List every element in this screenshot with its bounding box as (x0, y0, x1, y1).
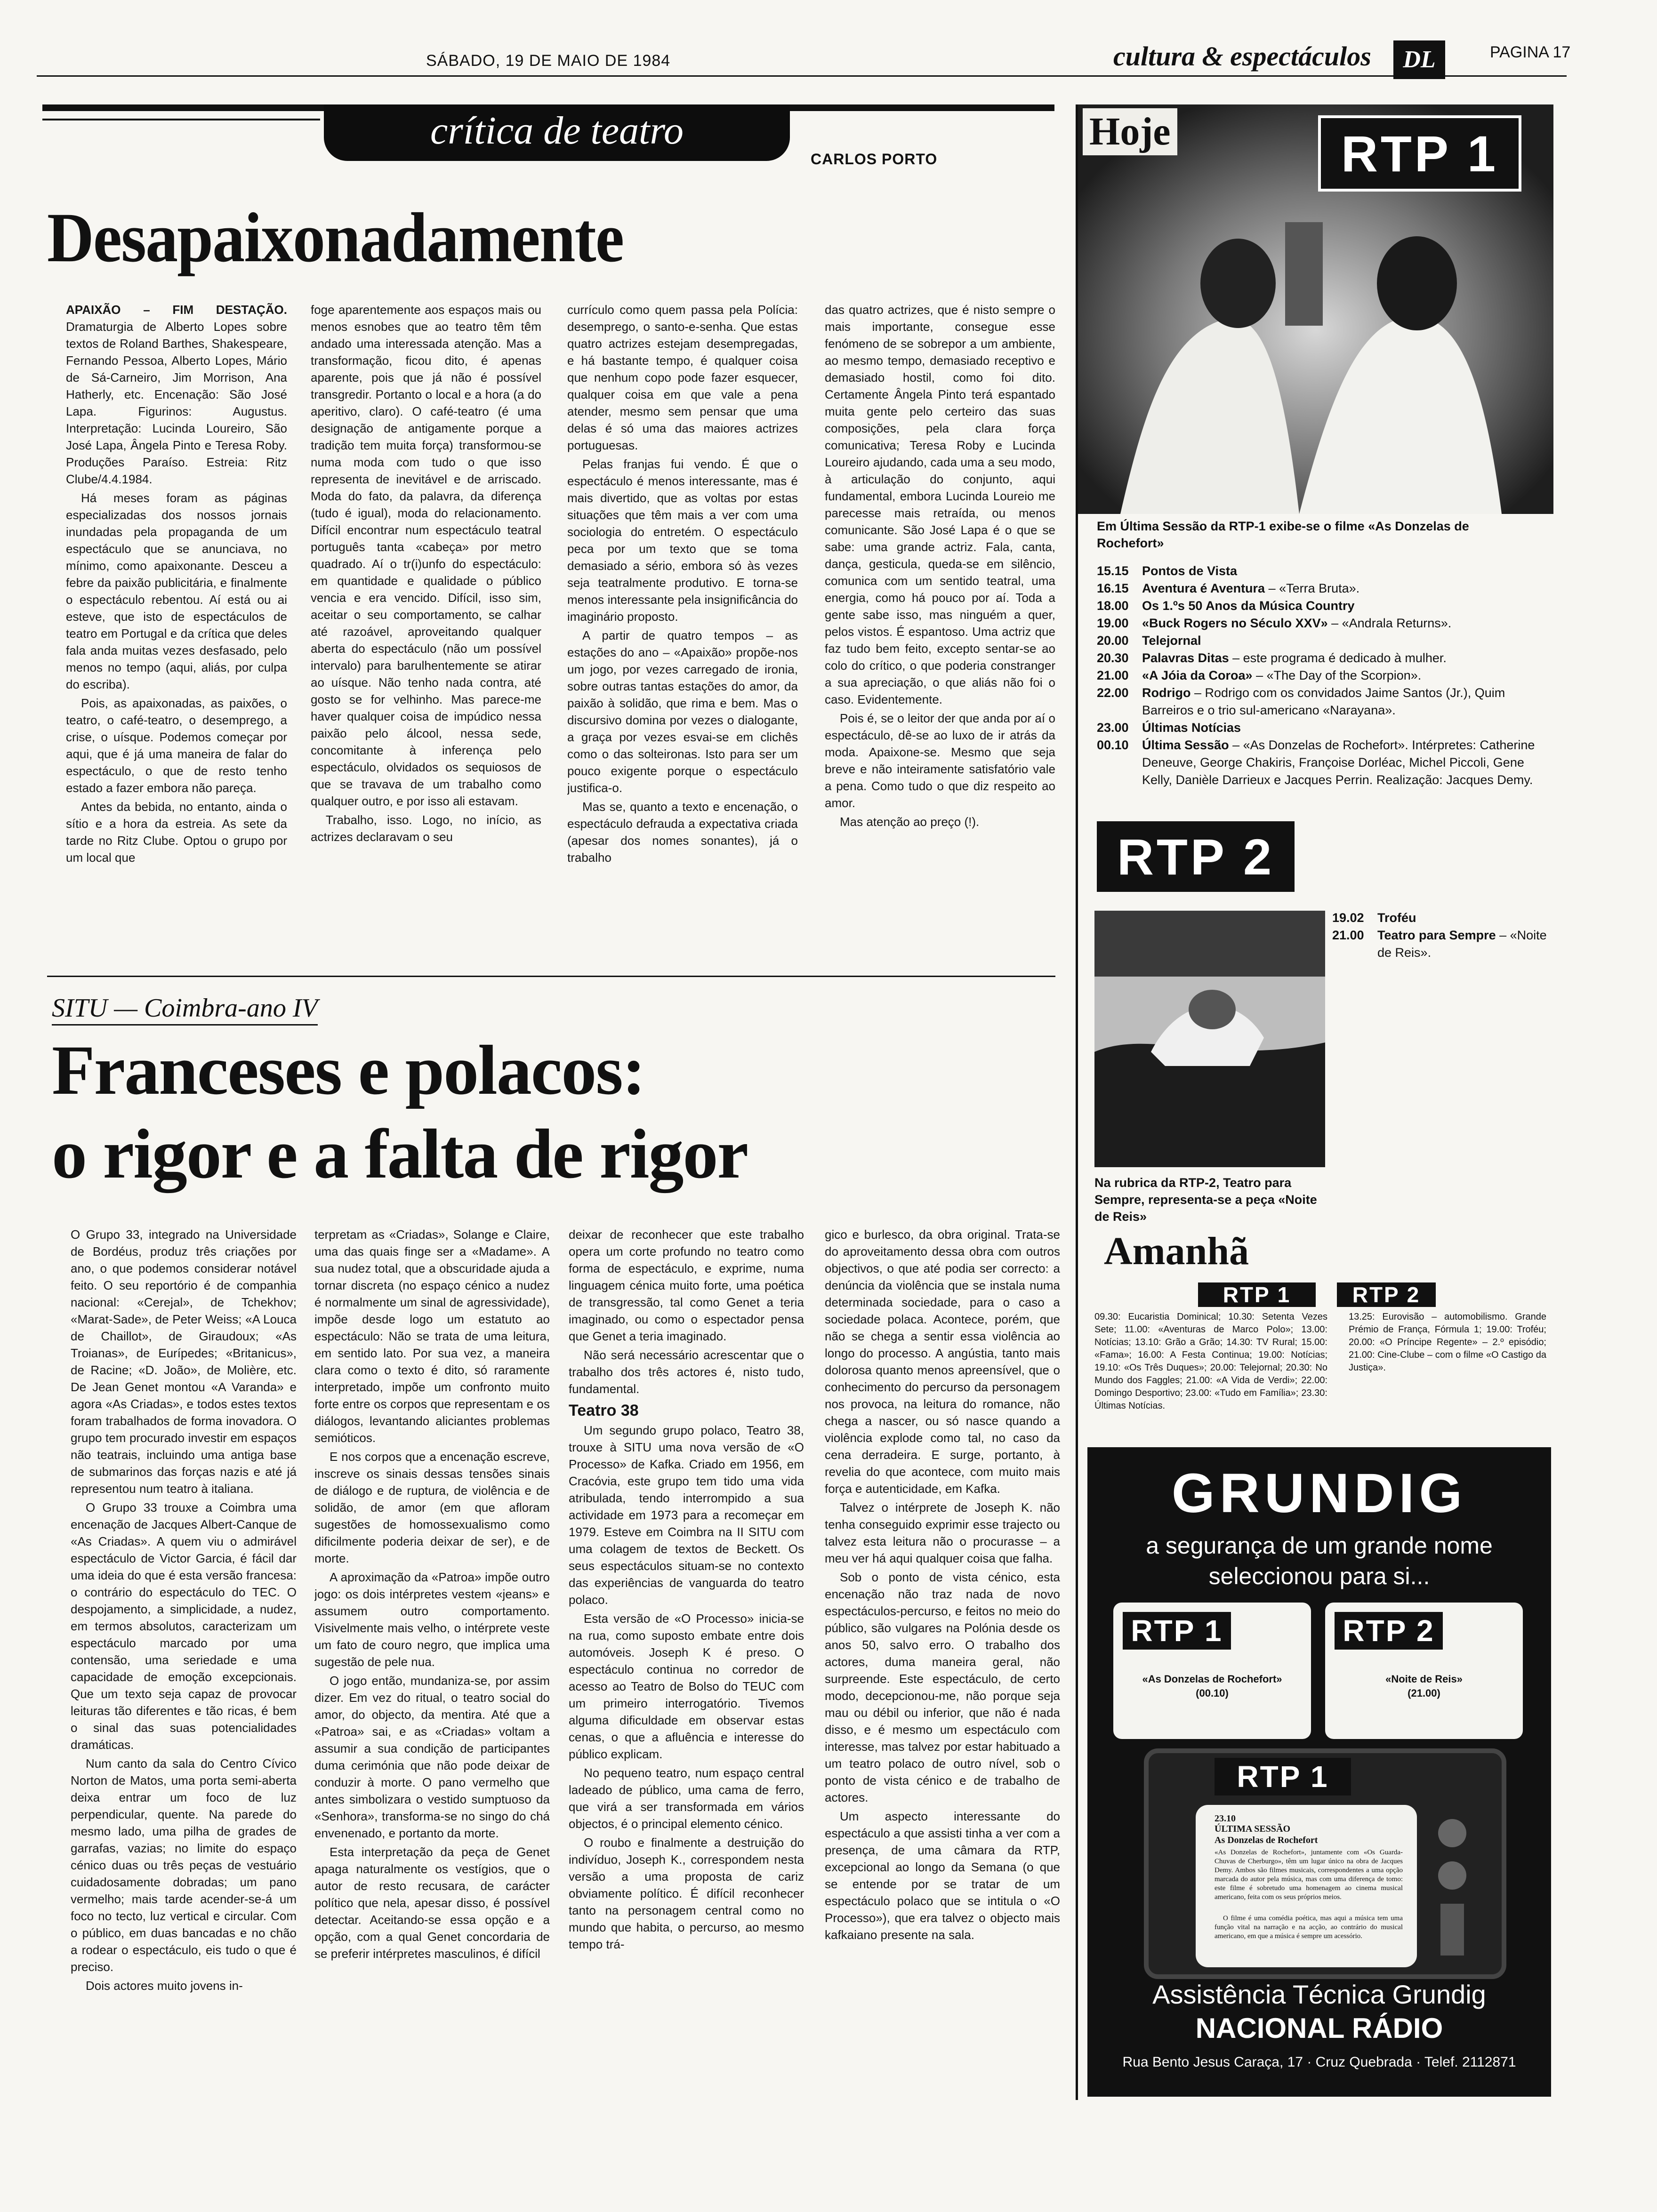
situ-paragraph: Um aspecto interessante do espectáculo a que assisti tinha a ver com a presença, de uma câmara da RTP, excepcional ao longo da Semana (o que se entende por se tratar de um espectáculo polaco que se intitula o «O Processo»), que era talvez o objecto mais kafkaiano presente na sala. (825, 1809, 1060, 1942)
critica-column-2 (311, 301, 541, 962)
critica-paragraph: Mas atenção ao preço (!). (840, 815, 980, 829)
critica-paragraph: A partir de quatro tempos – as estações do ano – «Apaixão» propõe-nos um jogo, por vezes carregado de ironia, sobre outras tantas estações do amor, da paixão à solidão, que rima e bem. Mas o discursivo domina por vezes o dialogante, a graça por vezes esvai-se em clichês como o das solteironas. Isto para ser um pouco exigente porque o espectáculo justifica-o. (567, 628, 798, 795)
schedule-row: 15.15 Pontos de Vista (1097, 564, 1238, 578)
newspaper-logo: DL (1393, 40, 1445, 79)
situ-paragraph: Um segundo grupo polaco, Teatro 38, trouxe à SITU uma nova versão de «O Processo» de Kafka. Criado em 1956, em Cracóvia, este grupo tem tido uma vida atribulada, tendo interrompido a sua actividade em 1973 para a recomeçar em 1979. Esteve em Coimbra na II SITU com uma colagem de textos de Beckett. Os seus espectáculos situam-se no contexto das experiências de vanguarda do teatro polaco. (569, 1423, 804, 1607)
situ-paragraph: terpretam as «Criadas», Solange e Claire, uma das quais finge ser a «Madame». A sua nudez total, que a obscuridade ajuda a tornar discreta (no espaço cénico a nudez é normalmente um sinal de agressividade), impõe desde logo um estatuto ao espectáculo: Não se trata de uma leitura, em sentido lato. Por sua vez, a maneira clara como o texto é dito, só raramente interpretado, impõe um confronto muito forte entre os corpos que representam e os diálogos, levantando aliciantes problemas semióticos. (314, 1227, 550, 1445)
rtp2-logo: RTP 2 (1097, 821, 1295, 892)
rtp1-schedule (1097, 562, 1553, 789)
critica-lead-text: Dramaturgia de Alberto Lopes sobre textos de Roland Barthes, Shakespeare, Fernando Pessoa, Alberto Lopes, Mário de Sá-Carneiro, Jim Morrison, Ana Hatherly, etc. Encenação: São José Lapa. Figurinos: Augustus. Interpretação: Lucinda Loureiro, São José Lapa, Ângela Pinto e Teresa Roby. Produções Paraíso. Estreia: Ritz Clube/4.4.1984. (66, 320, 287, 486)
situ-paragraph: O jogo então, mundaniza-se, por assim dizer. Em vez do ritual, o teatro social do amor, do objecto, da mentira. Até que a «Patroa» sai, e as «Criadas» voltam a assumir a sua condição de participantes duma cerimónia que não pode deixar de conduzir à morte. O pano vermelho que antes simbolizara o vestido sumptuoso da «Senhora», transforma-se no singo do chá envenenado, e portanto da morte. (314, 1674, 550, 1840)
play-still-graphic (1094, 911, 1325, 1167)
rtp2-schedule (1332, 909, 1549, 962)
section-divider (47, 976, 1055, 977)
schedule-row: 19.02 Troféu (1332, 911, 1416, 925)
schedule-row: 00.10 Última Sessão – «As Donzelas de Rochefort». Intérpretes: Catherine Deneuve, George Chakiris, Françoise Dorléac, Michel Piccoli, Gene Kelly, Danièle Darrieux e Jacques Perrin. Realização: Jacques Demy. (1097, 738, 1535, 787)
situ-paragraph: Talvez o intérprete de Joseph K. não tenha conseguido exprimir esse trajecto ou talvez esta leitura não o procurasse – a meu ver há aqui qualquer coisa que falha. (825, 1500, 1060, 1565)
critica-paragraph: Pelas franjas fui vendo. É que o espectáculo é menos interessante, mas é mais divertido, que as voltas por estas situações que têm mais a ver com uma sociologia do entretém. O espectáculo peca por um texto que se toma demasiado a sério, embora só às vezes seja teatralmente produtivo. E torna-se menos interessante pela insignificância do imaginário proposto. (567, 457, 798, 624)
ad-tv-text-2: O filme é uma comédia poética, mas aqui a música tem uma função vital na narração e na acção, ao contrário do musical americano, em que a música é sempre um acessório. (1215, 1915, 1403, 1940)
critica-paragraph: Pois, as apaixonadas, as paixões, o teatro, o café-teatro, o desemprego, a crise, o uísque. Podemos começar por aqui, que é já uma maneira de falar do espectáculo, o que de resto tenho estado a fazer embora não pareça. (66, 696, 287, 795)
ad-rtp1-time: (00.10) (1196, 1687, 1229, 1699)
situ-column-1 (71, 1226, 297, 2106)
situ-paragraph: Dois actores muito jovens in- (86, 1979, 243, 1993)
schedule-row: 16.15 Aventura é Aventura – «Terra Bruta». (1097, 581, 1360, 595)
amanha-rtp1-schedule: 09.30: Eucaristia Dominical; 10.30: Setenta Vezes Sete; 11.00: «Aventuras de Marco Polo»; 13.00: Notícias; 13.10: Grão a Grão; 14.30: TV Rural; 15.00: «Fama»; 16.00: A Festa Continua; 19.00: Notícias; 19.10: «Os Três Duques»; 20.00: Telejornal; 20.30: No Mundo dos Faggles; 21.00: «A Vida de Verdi»; 22.00: Domingo Desportivo; 23.00: «Tudo em Família»; 23.30: Últimas Notícias. (1094, 1312, 1327, 1411)
ad-tv-screen (1196, 1805, 1417, 1967)
tv-hoje-title: Hoje (1083, 108, 1177, 155)
critica-author: CARLOS PORTO (811, 151, 938, 168)
situ-paragraph: Esta versão de «O Processo» inicia-se na rua, como suposto embate entre dois automóveis. Joseph K é preso. O espectáculo continua no corredor de acesso ao Teatro de Bolso do TEUC com um primeiro interrogatório. Tivemos alguma dificuldade em observar estas cenas, o que a afluência e interesse do público explicam. (569, 1611, 804, 1761)
schedule-row: 23.00 Últimas Notícias (1097, 721, 1241, 735)
section-title: cultura & espectáculos (1113, 41, 1371, 72)
rtp2-play-photo (1094, 911, 1325, 1167)
critica-lead-title: APAIXÃO – FIM DESTAÇÃO. (66, 303, 287, 317)
situ-paragraph: Sob o ponto de vista cénico, esta encenação não traz nada de novo espectáculos-percurso, e feitos no meio do público, são vulgares na Polónia desde os anos 50, salvo erro. O trabalho dos actores, duma maneira geral, não surpreende. Este espectáculo, de certo modo, decepcionou-me, não porque seja mau ou débil ou inferior, que não é nada disso, e é mesmo um espectáculo com interesse, mas talvez por estar habituado a um teatro polaco de outro nível, sob o ponto de vista cénico e de trabalho de actores. (825, 1570, 1060, 1804)
rtp1-photo-caption: Em Última Sessão da RTP-1 exibe-se o filme «As Donzelas de Rochefort» (1097, 519, 1469, 550)
ad-rtp2-film: «Noite de Reis» (1385, 1673, 1463, 1685)
situ-paragraph: O roubo e finalmente a destruição do indivíduo, Joseph K., correspondem nesta versão a uma proposta de cariz obviamente político. É difícil reconhecer tanto na personagem central como no mundo que habita, o percurso, ao mesmo tempo trá- (569, 1835, 804, 1951)
header-rule (37, 75, 1567, 77)
banner-rule-thin (42, 119, 320, 120)
ad-tv-text-1: «As Donzelas de Rochefort», juntamente com «Os Guarda-Chuvas de Cherburgo», têm um lugar único na obra de Jacques Demy. Ambos são filmes musicais, correspondentes a uma opção marcada do autor pela música, mas com uma diferença de tomo: este filme é sobretudo uma homenagem ao cinema musical americano, feita com os seus próprios meios. (1215, 1849, 1403, 1901)
grundig-slogan-1: a segurança de um grande nome (1146, 1532, 1493, 1559)
ad-tv-session: ÚLTIMA SESSÃO (1215, 1824, 1290, 1834)
critica-paragraph: currículo como quem passa pela Polícia: desemprego, o santo-e-senha. Que estas quatro actrizes estejam desempregadas, e há bastante tempo, é qualquer coisa que nenhum copo pode fazer esquecer, qualquer coisa em que vale a pena atender, mesmo sem pensar que uma delas é só uma das maiores actrizes portuguesas. (567, 303, 798, 452)
situ-paragraph: O Grupo 33 trouxe a Coimbra uma encenação de Jacques Albert-Canque de «As Criadas». A quem viu o admirável espectáculo de Victor Garcia, é fácil dar uma ideia do que é esta versão francesa: o contrário do espectáculo do TEC. O despojamento, a simplicidade, a nudez, em termos absolutos, caracterizam um espectáculo marcado por uma contensão, uma seriedade e uma capacidade de emoção excepcionais. Que um texto seja capaz de provocar leituras tão diferentes e tão ricas, é bem o sinal das suas potencialidades dramáticas. (71, 1500, 297, 1752)
critica-paragraph: Trabalho, isso. Logo, no início, as actrizes declaravam o seu (311, 813, 541, 844)
situ-paragraph: gico e burlesco, da obra original. Trata-se do aproveitamento dessa obra com outros objectivos, o que até podia ser correcto: a denúncia da violência que se instala numa determinada sociedade, para o caso a sociedade polaca. Acontece, porém, que não se chega a sentir essa violência ao longo do processo. A angústia, tanto mais dolorosa quanto menos apreensível, que o conhecimento do percurso da personagem nos provoca, na leitura do romance, não chega a nascer, ou só nasce quando a violência explode como tal, no caso da cena derradeira. E surge, portanto, à revelia do que acontece, com muito mais força e autenticidade, em Kafka. (825, 1227, 1060, 1496)
amanha-rtp2-logo: RTP 2 (1337, 1282, 1436, 1307)
ad-tv-set (1144, 1748, 1506, 1979)
critica-paragraph: Antes da bebida, no entanto, ainda o sítio e a hora da estreia. As sete da tarde no Ritz Clube. Optou o grupo por um local que (66, 800, 287, 865)
situ-headline-line-2: o rigor e a falta de rigor (52, 1115, 748, 1193)
critica-paragraph: Há meses foram as páginas especializadas dos nossos jornais inundadas pela propaganda de um espectáculo que se anunciava, no mínimo, como apaixonante. Desceu a febre da paixão publicitária, e finalmente o espectáculo rebentou. Aí está ou ai esteve, que isto de espectáculos de teatro em Portugal e da crítica que deles fala anda muitas vezes desfasado, pelo menos no tempo (aqui, aliás, por culpa do escriba). (66, 491, 287, 691)
rtp1-logo: RTP 1 (1318, 115, 1521, 192)
situ-paragraph: E nos corpos que a encenação escreve, inscreve os sinais dessas tensões sinais de diálogo e de ruptura, de violência e de solidão, de amor (em que afloram sugestões de homossexualismo como dificilmente poderia deixar de ser), e de morte. (314, 1450, 550, 1565)
situ-subheading: Teatro 38 (569, 1402, 639, 1419)
ad-rtp2-logo: RTP 2 (1335, 1612, 1443, 1650)
situ-column-3 (569, 1226, 804, 2106)
schedule-row: 21.00 «A Jóia da Coroa» – «The Day of the Scorpion». (1097, 668, 1422, 682)
situ-paragraph: Não será necessário acrescentar que o trabalho dos três actores é, nisto tudo, fundamental. (569, 1348, 804, 1396)
critica-column-4 (825, 301, 1055, 962)
schedule-row: 22.00 Rodrigo – Rodrigo com os convidados Jaime Santos (Jr.), Quim Barreiros e o trio sul-americano «Narayana». (1097, 686, 1505, 717)
grundig-brand: GRUNDIG (1171, 1462, 1467, 1524)
critica-paragraph: Pois é, se o leitor der que anda por aí o espectáculo, dê-se ao luxo de ir atrás da moda. Apaixone-se. Mesmo que seja breve e não inteiramente satisfatório vale a pena. Como tudo o que diz respeito ao amor. (825, 711, 1055, 810)
ad-address: Rua Bento Jesus Caraça, 17 · Cruz Quebrada · Telef. 2112871 (1122, 2054, 1516, 2070)
ad-tv-film: As Donzelas de Rochefort (1215, 1835, 1318, 1845)
ad-rtp1-film: «As Donzelas de Rochefort» (1142, 1673, 1282, 1685)
grundig-slogan-2: seleccionou para si... (1208, 1563, 1430, 1589)
situ-headline-line-1: Franceses e polacos: (52, 1031, 645, 1109)
ad-service-line-1: Assistência Técnica Grundig (1152, 1980, 1486, 2009)
grundig-advert (1087, 1447, 1551, 2097)
schedule-row: 21.00 Teatro para Sempre – «Noite de Reis». (1332, 928, 1547, 960)
critica-banner: crítica de teatro (324, 104, 790, 161)
page-date: SÁBADO, 19 DE MAIO DE 1984 (426, 52, 671, 70)
ad-rtp1-logo: RTP 1 (1123, 1612, 1231, 1650)
rtp2-photo-caption: Na rubrica da RTP-2, Teatro para Sempre, representa-se a peça «Noite de Reis» (1094, 1176, 1317, 1224)
situ-column-2 (314, 1226, 550, 2106)
ad-rtp2-screen (1325, 1603, 1523, 1739)
situ-paragraph: Num canto da sala do Centro Cívico Norton de Matos, uma porta semi-aberta deixa entrar um foco de luz perpendicular, quente. Na parede do mesmo lado, uma pilha de grades de garrafas, vazias; no limite do espaço cénico duas ou três peças de vestuário cuidadosamente dobradas; um pano vermelho; mais tarde acender-se-á um foco no tecto, luz vertical e circular. Com o público, em duas bancadas e no chão a rodear o espectáculo, eis tudo o que é preciso. (71, 1756, 297, 1974)
situ-paragraph: O Grupo 33, integrado na Universidade de Bordéus, produz três criações por ano, o que podemos considerar notável feito. O seu reportório é de companhia nacional: «Cerejal», de Tchekhov; «Marat-Sade», de Peter Weiss; «A Louca de Chaillot», de Giraudoux; «As Troianas», de Eurípedes; «Britanicus», de Racine; «D. João», de Molière, etc. De Jean Genet montou «A Varanda» e agora «As Criadas», e todos estes textos foram trabalhados de forma inovadora. O grupo tem procurado investir em espaços não teatrais, incluindo uma antiga base de submarinos das forças nazis e até já representou num teatro à italiana. (71, 1227, 297, 1496)
amanha-rtp2-schedule: 13.25: Eurovisão – automobilismo. Grande Prémio de França, Fórmula 1; 19.00: Troféu; 20.00: «O Príncipe Regente» – 2.º episódio; 21.00: Cine-Clube – com o filme «O Castigo da Justiça». (1349, 1312, 1546, 1373)
critica-paragraph: das quatro actrizes, que é nisto sempre o mais importante, consegue esse fenómeno de se sobrepor a um ambiente, ao mesmo tempo, demasiado receptivo e demasiado hostil, como foi dito. Certamente Ângela Pinto terá espantado muita gente pelo certeiro das suas composições, pela clara força comunicativa; Teresa Roby e Lucinda Loureiro ajudando, cada uma a seu modo, à articulação do conjunto, aqui fundamental, embora Lucinda Loureio me parecesse mais retraída, ou menos comunicante. São José Lapa é o que se sabe: uma grande actriz. Fala, canta, dança, gesticula, queda-se em silêncio, comunica com um sentido teatral, uma energia, como há pouco por aí. Toda a gente sabe isso, mas ninguém a quer, pelos vistos. É espantoso. Uma actriz que faz tudo bem feito, excepto sentar-se ao colo do crítico, o que poderia constranger a sua apreciação, o que aliás não foi o caso. Evidentemente. (825, 303, 1055, 706)
situ-paragraph: Esta interpretação da peça de Genet apaga naturalmente os vestígios, que o autor de resto recusara, de carácter político que nela, apesar disso, é possível detectar. Aceitando-se essa opção e a opção, com a qual Genet concordaria de se preferir intérpretes masculinos, é difícil (314, 1845, 550, 1961)
ad-tv-rtp1-logo: RTP 1 (1215, 1758, 1351, 1795)
critica-paragraph: foge aparentemente aos espaços mais ou menos esnobes que ao teatro têm têm andado uma interessada atenção. Mas a transformação, ficou dito, é apenas aparente, pois que já não é possível transgredir. Portanto o local e a hora (a do aperitivo, claro). O café-teatro (é uma designação de antigamente porque a tradição tem muita força) transformou-se numa moda com tudo o que isso representa de inevitável e de arriscado. Moda do fato, da palavra, da diferença (tudo é igual), moda do relacionamento. Difícil encontrar num espectáculo teatral português tanta «cabeça» por metro quadrado. Aí o tr(i)unfo do espectáculo: em quantidade e qualidade o público vencia e era vencido. Difícil, isso sim, aceitar o seu comportamento, se calhar até razoável, aproveitando qualquer aberta do espectáculo (não um possível intervalo) para barulhentemente se atirar ao uísque. Não tenho nada contra, até gosto se for velhinho. Mas parece-me haver qualquer coisa de impúdico nessa paixão pelo álcool, nessa sede, concomitante à inferença pelo espectáculo, olvidados os sequiosos de que se travava de um trabalho como qualquer outro, e por isso ali estavam. (311, 303, 541, 808)
critica-column-3 (567, 301, 798, 962)
amanha-rtp1-logo: RTP 1 (1198, 1282, 1316, 1307)
situ-column-4 (825, 1226, 1060, 2106)
situ-paragraph: No pequeno teatro, num espaço central ladeado de público, uma cama de ferro, que virá a ser transformada em vários objectos, é o principal elemento cénico. (569, 1766, 804, 1831)
ad-rtp2-time: (21.00) (1408, 1687, 1440, 1699)
critica-column-1 (66, 301, 287, 962)
ad-service-line-2: NACIONAL RÁDIO (1195, 2012, 1443, 2044)
ad-tv-time: 23.10 (1215, 1813, 1236, 1824)
situ-paragraph: deixar de reconhecer que este trabalho opera um corte profundo no teatro como forma de espectáculo, e exprime, numa linguagem cénica muito forte, uma poética de transgressão, tal como Genet a teria imaginado, ou como o espectador pensa que Genet a teria imaginado. (569, 1227, 804, 1343)
tv-amanha-title: Amanhã (1104, 1229, 1249, 1273)
situ-paragraph: A aproximação da «Patroa» impõe outro jogo: os dois intérpretes vestem «jeans» e assumem outro comportamento. Visivelmente mais velho, o intérprete veste um fato de couro negro, que implica uma sugestão de pele nua. (314, 1570, 550, 1669)
schedule-row: 20.00 Telejornal (1097, 633, 1201, 648)
schedule-row: 19.00 «Buck Rogers no Século XXV» – «Andrala Returns». (1097, 616, 1452, 630)
ad-rtp1-screen (1113, 1603, 1311, 1739)
schedule-row: 18.00 Os 1.ºs 50 Anos da Música Country (1097, 599, 1355, 613)
schedule-row: 20.30 Palavras Ditas – este programa é dedicado à mulher. (1097, 651, 1447, 665)
critica-paragraph: Mas se, quanto a texto e encenação, o espectáculo defrauda a expectativa criada (apesar dos nomes sonantes), já o trabalho (567, 800, 798, 865)
page-number: PAGINA 17 (1490, 43, 1571, 61)
critica-headline: Desapaixonadamente (47, 199, 624, 277)
ad-tv-knobs (1431, 1814, 1473, 1956)
situ-kicker: SITU — Coimbra-ano IV (52, 993, 318, 1026)
